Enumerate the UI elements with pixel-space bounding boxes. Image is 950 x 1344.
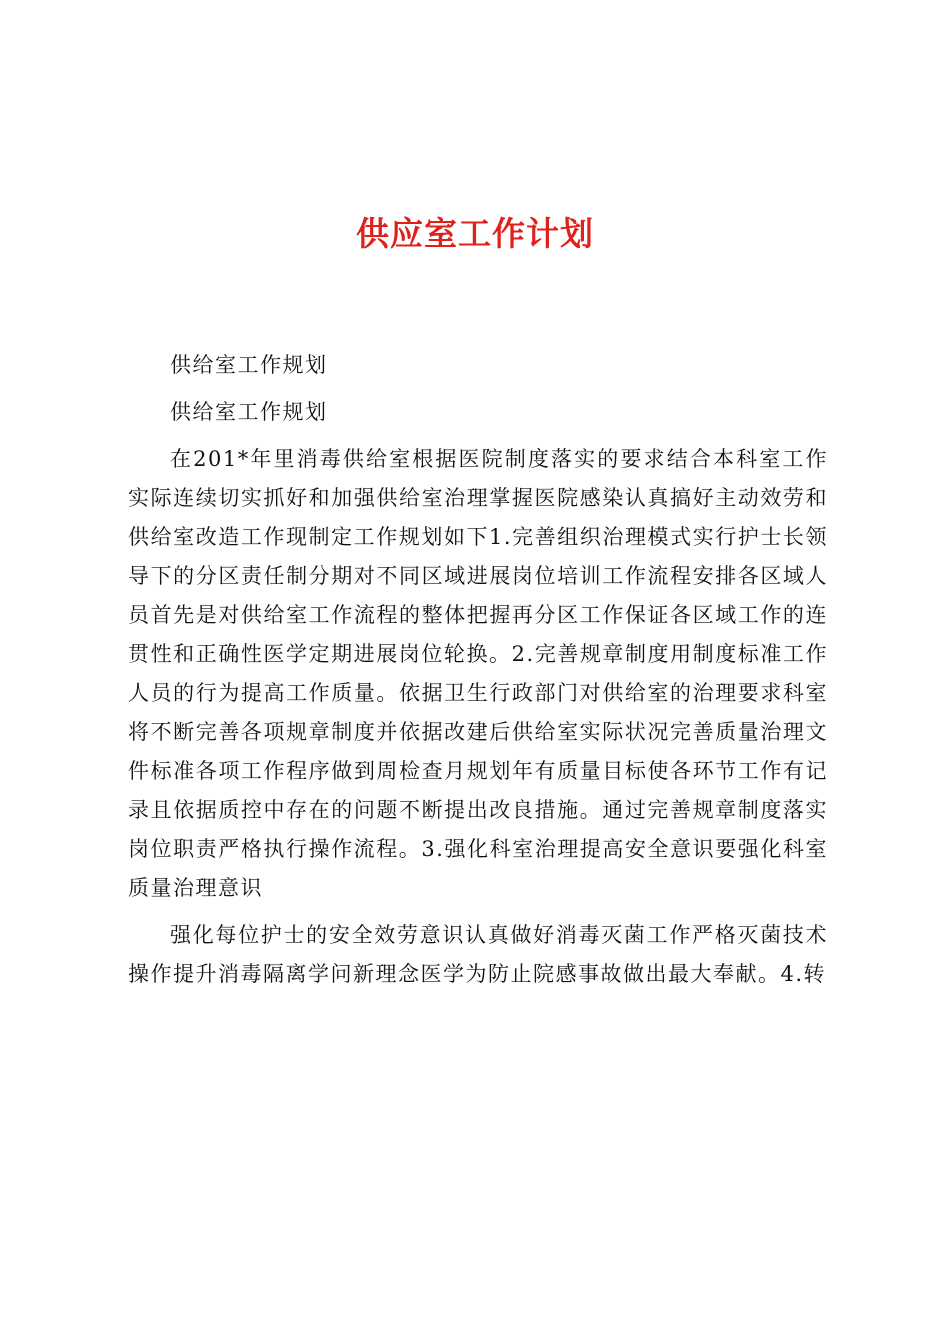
body-paragraph-1: 在201*年里消毒供给室根据医院制度落实的要求结合本科室工作实际连续切实抓好和加强供给室治理掌握医院感染认真搞好主动效劳和供给室改造工作现制定工作规划如下1.完善组织治理模式实行护士长领导下的分区责任制分期对不同区域进展岗位培训工作流程安排各区域人员首先是对供给室工作流程的整体把握再分区工作保证各区域工作的连贯性和正确性医学定期进展岗位轮换。2.完善规章制度用制度标准工作人员的行为提高工作质量。依据卫生行政部门对供给室的治理要求科室将不断完善各项规章制度并依据改建后供给室实际状况完善质量治理文件标准各项工作程序做到周检查月规划年有质量目标使各环节工作有记录且依据质控中存在的问题不断提出改良措施。通过完善规章制度落实岗位职责严格执行操作流程。3.强化科室治理提高安全意识要强化科室质量治理意识 — [128, 447, 828, 900]
body-paragraph-2: 强化每位护士的安全效劳意识认真做好消毒灭菌工作严格灭菌技术操作提升消毒隔离学问新理念医学为防止院感事故做出最大奉献。4.转 — [128, 923, 828, 986]
document-title: 供应室工作计划 — [356, 214, 594, 253]
body-line-1: 供给室工作规划 — [170, 353, 328, 377]
document-body — [128, 346, 828, 1002]
body-line-2: 供给室工作规划 — [170, 400, 328, 424]
